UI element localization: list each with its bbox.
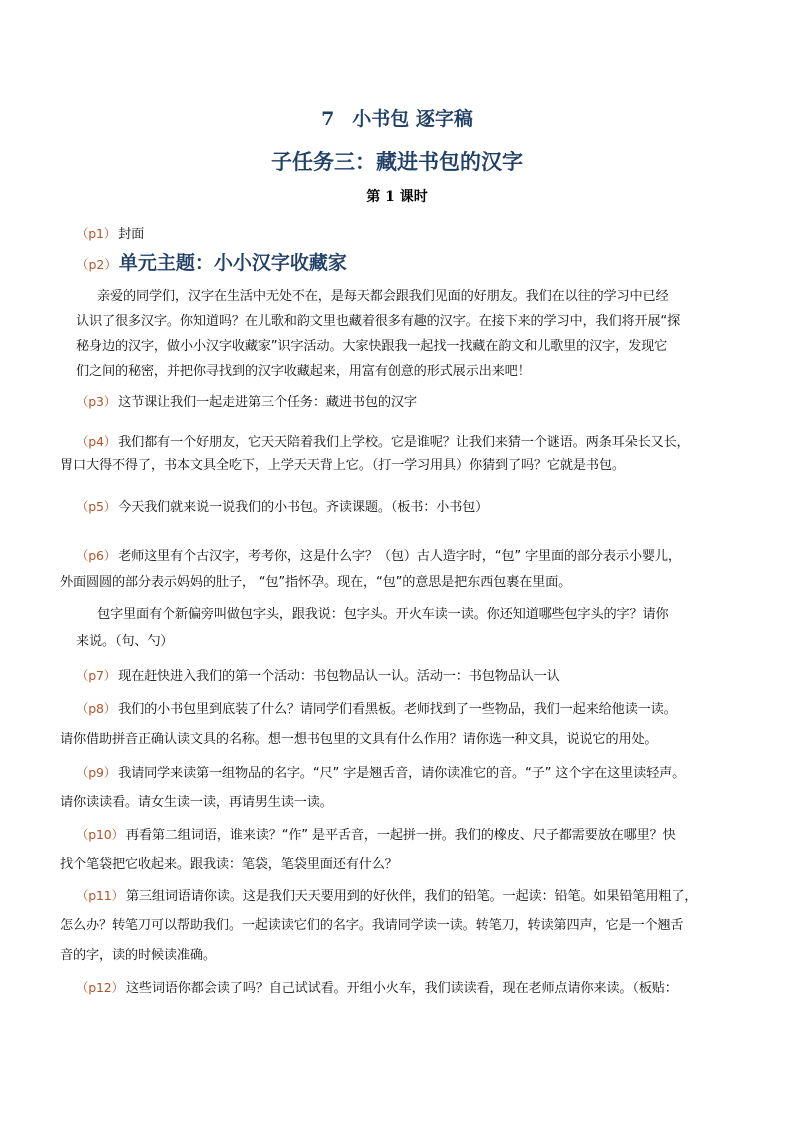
paragraph-line: 音的字，读的时候读准确。 xyxy=(60,948,216,963)
page-tag: （p6） xyxy=(76,548,117,563)
paragraph-text: 今天我们就来说一说我们的小书包。齐读课题。（板书：小书包） xyxy=(118,500,489,515)
paragraph-line: 请你借助拼音正确认读文具的名称。想一想书包里的文具有什么作用？请你选一种文具，说说它的用处。 xyxy=(60,732,658,747)
paragraph-p9 xyxy=(76,760,738,786)
page-tag: （p1） xyxy=(76,226,117,241)
paragraph-line: 亲爱的同学们，汉字在生活中无处不在，是每天都会跟我们见面的好朋友。我们在以往的学习中已经 xyxy=(97,289,669,304)
paragraph-text: 这节课让我们一起走进第三个任务：藏进书包的汉字 xyxy=(118,395,417,410)
page-tag: （p11） xyxy=(76,888,124,903)
paragraph-text: 我们的小书包里到底装了什么？请同学们看黑板。老师找到了一些物品，我们一起来给他读一读。 xyxy=(118,702,677,717)
paragraph-line: 找个笔袋把它收起来。跟我读：笔袋，笔袋里面还有什么？ xyxy=(60,857,398,872)
paragraph-p6 xyxy=(76,543,738,569)
paragraph-text: 我请同学来读第一组物品的名字。“尺” 字是翘舌音，请你读准它的音。“子” 这个字在这里读轻声。 xyxy=(118,766,686,781)
page-tag: （p2） xyxy=(76,257,117,272)
paragraph-line: 怎么办？转笔刀可以帮助我们。一起读读它们的名字。我请同学读一读。转笔刀，转读第四声，它是一个翘舌 xyxy=(60,918,684,933)
page-tag: （p5） xyxy=(76,499,117,514)
page-tag: （p9） xyxy=(76,765,117,780)
paragraph-line: 认识了很多汉字。你知道吗？在儿歌和韵文里也藏着很多有趣的汉字。在接下来的学习中，我们将开展“探 xyxy=(76,314,681,329)
heading-text: 单元主题：小小汉字收藏家 xyxy=(118,252,347,274)
paragraph-p12 xyxy=(76,975,738,1001)
paragraph-line: 胃口大得不得了，书本文具全吃下，上学天天背上它。（打一学习用具）你猜到了吗？它就是书包。 xyxy=(60,458,625,473)
unit-theme-heading xyxy=(76,248,347,275)
page-tag: （p12） xyxy=(76,980,124,995)
paragraph-p4 xyxy=(76,429,738,455)
paragraph-text: 老师这里有个古汉字，考考你，这是什么字？（包）古人造字时，“包” 字里面的部分表示小婴儿， xyxy=(118,549,681,564)
paragraph-text: 第三组词语请你读。这是我们天天要用到的好伙伴，我们的铅笔。一起读：铅笔。如果铅笔用粗了， xyxy=(125,889,698,904)
paragraph-text: 现在赶快进入我们的第一个活动：书包物品认一认。活动一：书包物品认一认 xyxy=(118,669,560,684)
page-tag: （p7） xyxy=(76,668,117,683)
paragraph-text: 再看第二组词语，谁来读？“作” 是平舌音，一起拼一拼。我们的橡皮、尺子都需要放在哪里？快 xyxy=(125,828,676,843)
paragraph-line: 包字里面有个新偏旁叫做包字头，跟我说：包字头。开火车读一读。你还知道哪些包字头的字？请你 xyxy=(97,607,669,622)
lesson-number: 7 xyxy=(321,108,335,130)
document-subtitle: 子任务三：藏进书包的汉字 xyxy=(271,149,523,174)
page-tag: （p10） xyxy=(76,827,124,842)
document-title xyxy=(0,104,794,131)
paragraph-p3 xyxy=(76,389,738,415)
paragraph-line: 秘身边的汉字，做小小汉字收藏家”识字活动。大家快跟我一起找一找藏在韵文和儿歌里的汉字，发现它 xyxy=(76,339,668,354)
paragraph-line: 请你读读看。请女生读一读，再请男生读一读。 xyxy=(60,795,333,810)
paragraph-p8 xyxy=(76,696,738,722)
paragraph-text: 我们都有一个好朋友，它天天陪着我们上学校。它是谁呢？让我们来猜一个谜语。两条耳朵长又长， xyxy=(118,435,690,450)
page-tag: （p4） xyxy=(76,434,117,449)
paragraph-p1 xyxy=(76,221,738,247)
paragraph-p5 xyxy=(76,494,738,520)
title-text: 小书包 逐字稿 xyxy=(352,108,473,130)
paragraph-text: 这些词语你都会读了吗？自己试试看。开组小火车，我们读读看，现在老师点请你来读。（板贴： xyxy=(125,981,678,996)
paragraph-p7 xyxy=(76,663,738,689)
paragraph-p10 xyxy=(76,822,738,848)
paragraph-text: 封面 xyxy=(118,227,145,242)
page-tag: （p8） xyxy=(76,701,117,716)
paragraph-p11 xyxy=(76,883,738,909)
paragraph-line: 外面圆圆的部分表示妈妈的肚子， “包”指怀孕。现在，“包”的意思是把东西包裹在里面。 xyxy=(60,575,572,590)
paragraph-line: 来说。（句、勺） xyxy=(76,634,174,649)
page-tag: （p3） xyxy=(76,394,117,409)
paragraph-line: 们之间的秘密，并把你寻找到的汉字收藏起来，用富有创意的形式展示出来吧！ xyxy=(76,364,531,379)
lesson-period: 第 1 课时 xyxy=(366,189,428,205)
